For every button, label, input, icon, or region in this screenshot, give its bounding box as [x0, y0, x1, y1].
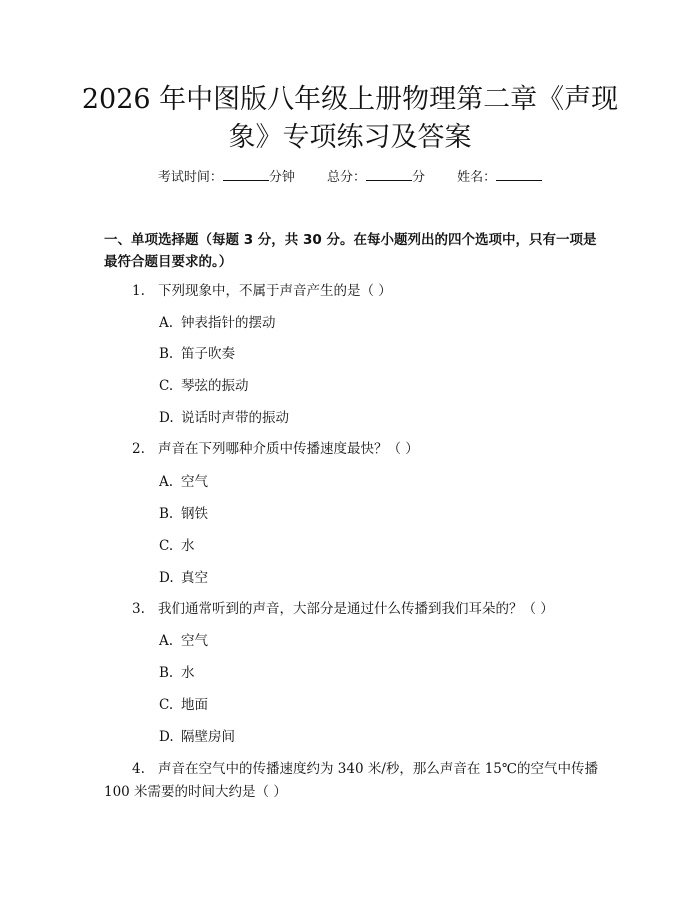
question-number: 3. [132, 601, 145, 617]
question-1 [132, 280, 602, 302]
option-text: 说话时声带的振动 [181, 410, 289, 426]
option-letter: D. [159, 410, 174, 426]
section-heading: 一、单项选择题（每题 3 分，共 30 分。在每小题列出的四个选项中，只有一项是最符合题目要求的。） [104, 232, 597, 270]
question-text: 下列现象中，不属于声音产生的是（ ） [158, 283, 392, 299]
question-3-option-a [159, 630, 208, 652]
question-1-option-c [159, 375, 249, 397]
option-text: 水 [181, 665, 195, 681]
option-text: 隔壁房间 [181, 729, 235, 745]
question-3-option-d [159, 726, 235, 748]
question-text: 声音在下列哪种介质中传播速度最快？（ ） [158, 441, 419, 457]
question-number: 1. [132, 283, 145, 299]
score-unit: 分 [412, 170, 426, 185]
option-letter: B. [159, 506, 174, 522]
exam-time-unit: 分钟 [268, 170, 295, 185]
option-letter: B. [159, 346, 174, 362]
option-letter: A. [159, 633, 174, 649]
exam-meta [0, 168, 700, 188]
question-3 [132, 598, 602, 620]
question-2-option-c [159, 535, 195, 557]
question-3-option-c [159, 694, 208, 716]
exam-time-label: 考试时间： [157, 170, 223, 185]
option-letter: C. [159, 538, 174, 554]
option-text: 水 [181, 538, 195, 554]
question-2 [132, 438, 602, 460]
option-letter: C. [159, 697, 174, 713]
document-title-line-1: 2026 年中图版八年级上册物理第二章《声现 [81, 84, 619, 115]
question-4 [104, 758, 604, 804]
option-letter: D. [159, 729, 174, 745]
option-text: 空气 [181, 474, 208, 490]
option-text: 真空 [181, 570, 208, 586]
name-blank [496, 168, 542, 181]
option-letter: D. [159, 570, 174, 586]
name-label: 姓名： [457, 170, 497, 185]
option-text: 笛子吹奏 [181, 346, 235, 362]
option-letter: A. [159, 474, 174, 490]
question-3-option-b [159, 662, 195, 684]
question-2-option-d [159, 567, 208, 589]
question-2-option-b [159, 503, 208, 525]
question-number: 2. [132, 441, 145, 457]
option-text: 地面 [181, 697, 208, 713]
exam-time-field [158, 170, 295, 185]
question-1-option-a [159, 312, 276, 334]
option-letter: B. [159, 665, 174, 681]
exam-time-blank [223, 168, 269, 181]
document-title-line-2: 象》专项练习及答案 [228, 122, 472, 153]
question-1-option-b [159, 343, 235, 365]
name-field [457, 170, 542, 185]
option-text: 钟表指针的摆动 [181, 315, 276, 331]
question-text: 声音在空气中的传播速度约为 340 米/秒，那么声音在 15℃的空气中传播 100 米需要的时间大约是（ ） [104, 761, 598, 800]
question-2-option-a [159, 471, 208, 493]
question-number: 4. [132, 761, 145, 777]
option-letter: A. [159, 315, 174, 331]
option-letter: C. [159, 378, 174, 394]
score-field [327, 170, 425, 185]
question-text: 我们通常听到的声音，大部分是通过什么传播到我们耳朵的？（ ） [158, 601, 554, 617]
score-label: 总分： [326, 170, 366, 185]
question-1-option-d [159, 407, 289, 429]
score-blank [366, 168, 412, 181]
option-text: 空气 [181, 633, 208, 649]
option-text: 钢铁 [181, 506, 208, 522]
option-text: 琴弦的振动 [181, 378, 249, 394]
